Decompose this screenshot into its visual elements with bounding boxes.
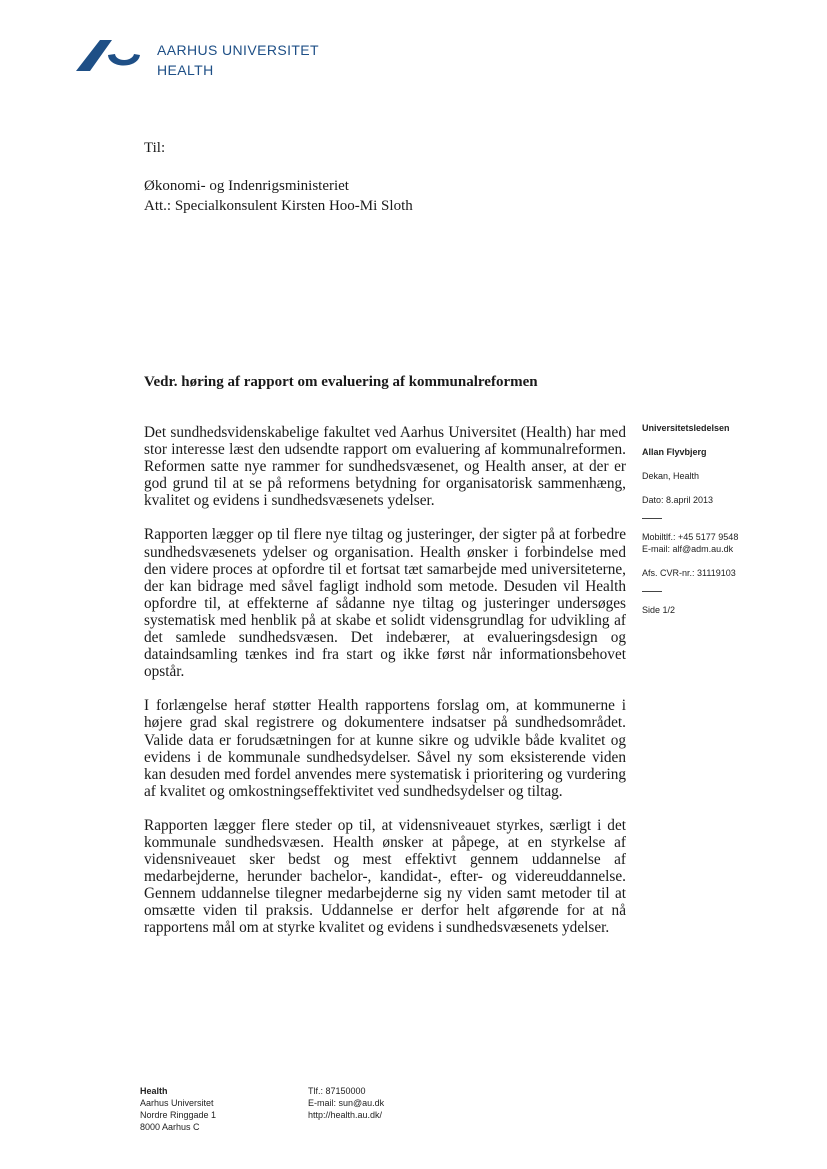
- sender-unit: Universitetsledelsen: [642, 423, 730, 433]
- recipient-block: [144, 138, 624, 216]
- footer-address: [140, 1085, 216, 1133]
- footer-street: Nordre Ringgade 1: [140, 1110, 217, 1120]
- body-paragraph-2: Rapporten lægger op til flere nye tiltag og justeringer, der sigter på at forbedre sundhedsvæsenets ydelser og organisation. Health ønsker i forbindelse med den videre proces at opfordre til et fortsat tæt samarbejde med universiteterne, der kan bidrage med såvel fagligt indhold som metode. Desuden vil Health opfordre til, at effekterne af sådanne nye tiltag og justeringer undersøges systematisk med henblik på at skabe et solidt vidensgrundlag for udvikling af det samlede sundhedsvæsen. Det indebærer, at evalueringsdesign og dataindsamling tænkes ind fra start og ikke først når informationsbehovet opstår.: [144, 526, 626, 681]
- sender-email: E-mail: alf@adm.au.dk: [642, 544, 734, 554]
- faculty-title: HEALTH: [157, 62, 214, 78]
- sidebar-divider: [642, 518, 662, 519]
- footer-email: E-mail: sun@au.dk: [308, 1098, 385, 1108]
- university-name: [157, 40, 319, 80]
- university-title: AARHUS UNIVERSITET: [157, 42, 319, 58]
- footer-city: 8000 Aarhus C: [140, 1122, 200, 1132]
- body-paragraph-1: Det sundhedsvidenskabelige fakultet ved Aarhus Universitet (Health) har med stor interesse læst den udsendte rapport om evaluering af kommunalreformen. Reformen satte nye rammer for sundhedsvæsenet, og Health anser, at der er god grund til at se på reformens betydning for organisatorisk sammenhæng, kvalitet og evidens i sundhedsvæsenets ydelser.: [144, 424, 626, 510]
- sender-name: Allan Flyvbjerg: [642, 447, 707, 457]
- footer-contact: [308, 1085, 384, 1121]
- to-label: Til:: [144, 140, 166, 156]
- recipient-organization: Økonomi- og Indenrigsministeriet: [144, 178, 349, 194]
- footer-name: Health: [140, 1086, 168, 1096]
- sender-title: Dekan, Health: [642, 471, 700, 481]
- sidebar-divider: [642, 591, 662, 592]
- sender-sidebar: [642, 422, 812, 628]
- letter-body: [144, 424, 626, 954]
- body-paragraph-3: I forlængelse heraf støtter Health rapportens forslag om, at kommunerne i højere grad skal registrere og dokumentere indsatser på sundhedsområdet. Valide data er forudsætningen for at kunne sikre og udvikle både kvalitet og evidens i de kommunale sundhedsydelser. Såvel ny som eksisterende viden kan desuden med fordel anvendes mere systematisk i prioritering og vurdering af kvalitet og omkostningseffektivitet ved sundhedsydelser og tiltag.: [144, 697, 626, 800]
- body-paragraph-4: Rapporten lægger flere steder op til, at vidensniveauet styrkes, særligt i det kommunale sundhedsvæsen. Health ønsker at påpege, at en styrkelse af vidensniveauet sker bedst og mest effektivt gennem uddannelse af medarbejderne, herunder bachelor-, kandidat-, efter- og videreuddannelse. Gennem uddannelse tilegner medarbejderne sig ny viden samt metoder til at omsætte viden til praksis. Uddannelse er derfor helt afgørende for at nå rapportens mål om at styrke kvalitet og evidens i sundhedsvæsenets ydelser.: [144, 816, 626, 937]
- footer-web: http://health.au.dk/: [308, 1110, 383, 1120]
- aarhus-university-logo-icon: [74, 38, 144, 74]
- page-number: Side 1/2: [642, 605, 676, 615]
- recipient-attention: Att.: Specialkonsulent Kirsten Hoo-Mi Sloth: [144, 198, 413, 214]
- sender-cvr: Afs. CVR-nr.: 31119103: [642, 568, 736, 578]
- letter-date: Dato: 8.april 2013: [642, 495, 714, 505]
- footer-phone: Tlf.: 87150000: [308, 1086, 366, 1096]
- sender-mobile: Mobiltlf.: +45 5177 9548: [642, 532, 739, 542]
- footer-org: Aarhus Universitet: [140, 1098, 214, 1108]
- letter-subject: Vedr. høring af rapport om evaluering af kommunalreformen: [144, 374, 538, 390]
